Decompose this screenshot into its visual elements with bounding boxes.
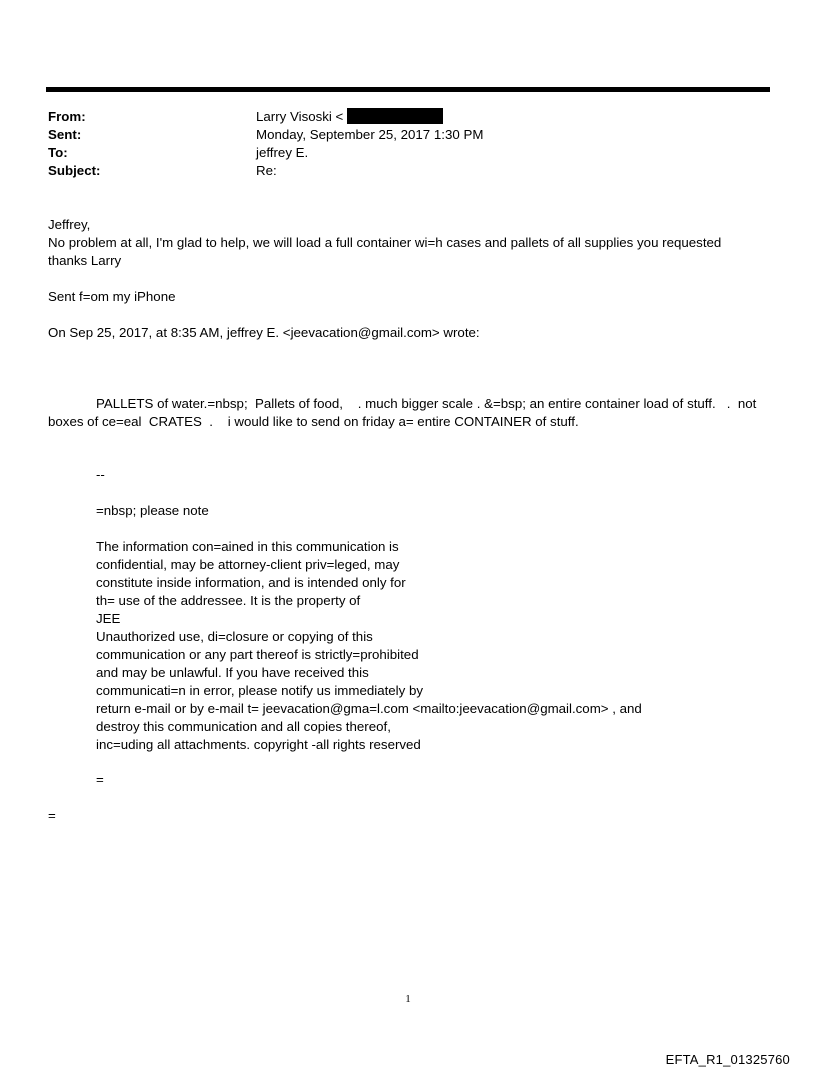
disclaimer-line: confidential, may be attorney-client priv=leged, may	[96, 557, 400, 572]
disclaimer-line: destroy this communication and all copies thereof,	[96, 719, 391, 734]
disclaimer-line: constitute inside information, and is intended only for	[96, 575, 406, 590]
disclaimer-line: th= use of the addressee. It is the property of	[96, 593, 361, 608]
disclaimer-line: return e-mail or by e-mail t= jeevacation@gma=l.com <mailto:jeevacation@gmail.com> , and	[96, 701, 642, 716]
original-line-1-text: PALLETS of water.=nbsp; Pallets of food, . much bigger scale . &=bsp; an entire container load of stuff. . not	[96, 396, 757, 411]
sent-value: Monday, September 25, 2017 1:30 PM	[256, 127, 484, 142]
disclaimer-line: The information con=ained in this communication is	[96, 539, 399, 554]
original-line-1	[48, 395, 778, 413]
end-marker-outer: =	[48, 808, 56, 823]
disclaimer-line: JEE	[96, 611, 121, 626]
reply-body	[48, 216, 768, 342]
page-number: 1	[405, 993, 411, 1005]
end-marker-inner: =	[96, 772, 104, 787]
reply-greeting: Jeffrey,	[48, 217, 91, 232]
reply-signature: Sent f=om my iPhone	[48, 289, 176, 304]
header-rule	[46, 87, 770, 92]
blank-line	[48, 306, 768, 324]
disclaimer-line: and may be unlawful. If you have received this	[96, 665, 369, 680]
reply-line-2: thanks Larry	[48, 253, 122, 268]
original-line-2: boxes of ce=eal CRATES . i would like to send on friday a= entire CONTAINER of stuff.	[48, 414, 579, 429]
subject-label: Subject:	[48, 163, 101, 178]
disclaimer-line: inc=uding all attachments. copyright -all rights reserved	[96, 737, 421, 752]
from-label: From:	[48, 109, 86, 124]
redaction-box	[347, 108, 443, 124]
please-note: =nbsp; please note	[96, 503, 209, 518]
from-sender: Larry Visoski <	[256, 109, 344, 124]
signature-separator: --	[96, 467, 105, 482]
original-message	[48, 395, 778, 431]
document-id: EFTA_R1_01325760	[665, 1052, 790, 1067]
blank-line	[48, 270, 768, 288]
to-label: To:	[48, 145, 68, 160]
disclaimer	[96, 538, 776, 754]
from-value	[256, 108, 443, 126]
disclaimer-line: communication or any part thereof is strictly=prohibited	[96, 647, 419, 662]
disclaimer-line: communicati=n in error, please notify us immediately by	[96, 683, 424, 698]
to-value: jeffrey E.	[256, 145, 309, 160]
disclaimer-line: Unauthorized use, di=closure or copying of this	[96, 629, 373, 644]
quote-header: On Sep 25, 2017, at 8:35 AM, jeffrey E. <jeevacation@gmail.com> wrote:	[48, 325, 480, 340]
subject-value: Re:	[256, 163, 277, 178]
sent-label: Sent:	[48, 127, 82, 142]
reply-line-1: No problem at all, I'm glad to help, we will load a full container wi=h cases and pallets of all supplies you requested	[48, 235, 722, 250]
